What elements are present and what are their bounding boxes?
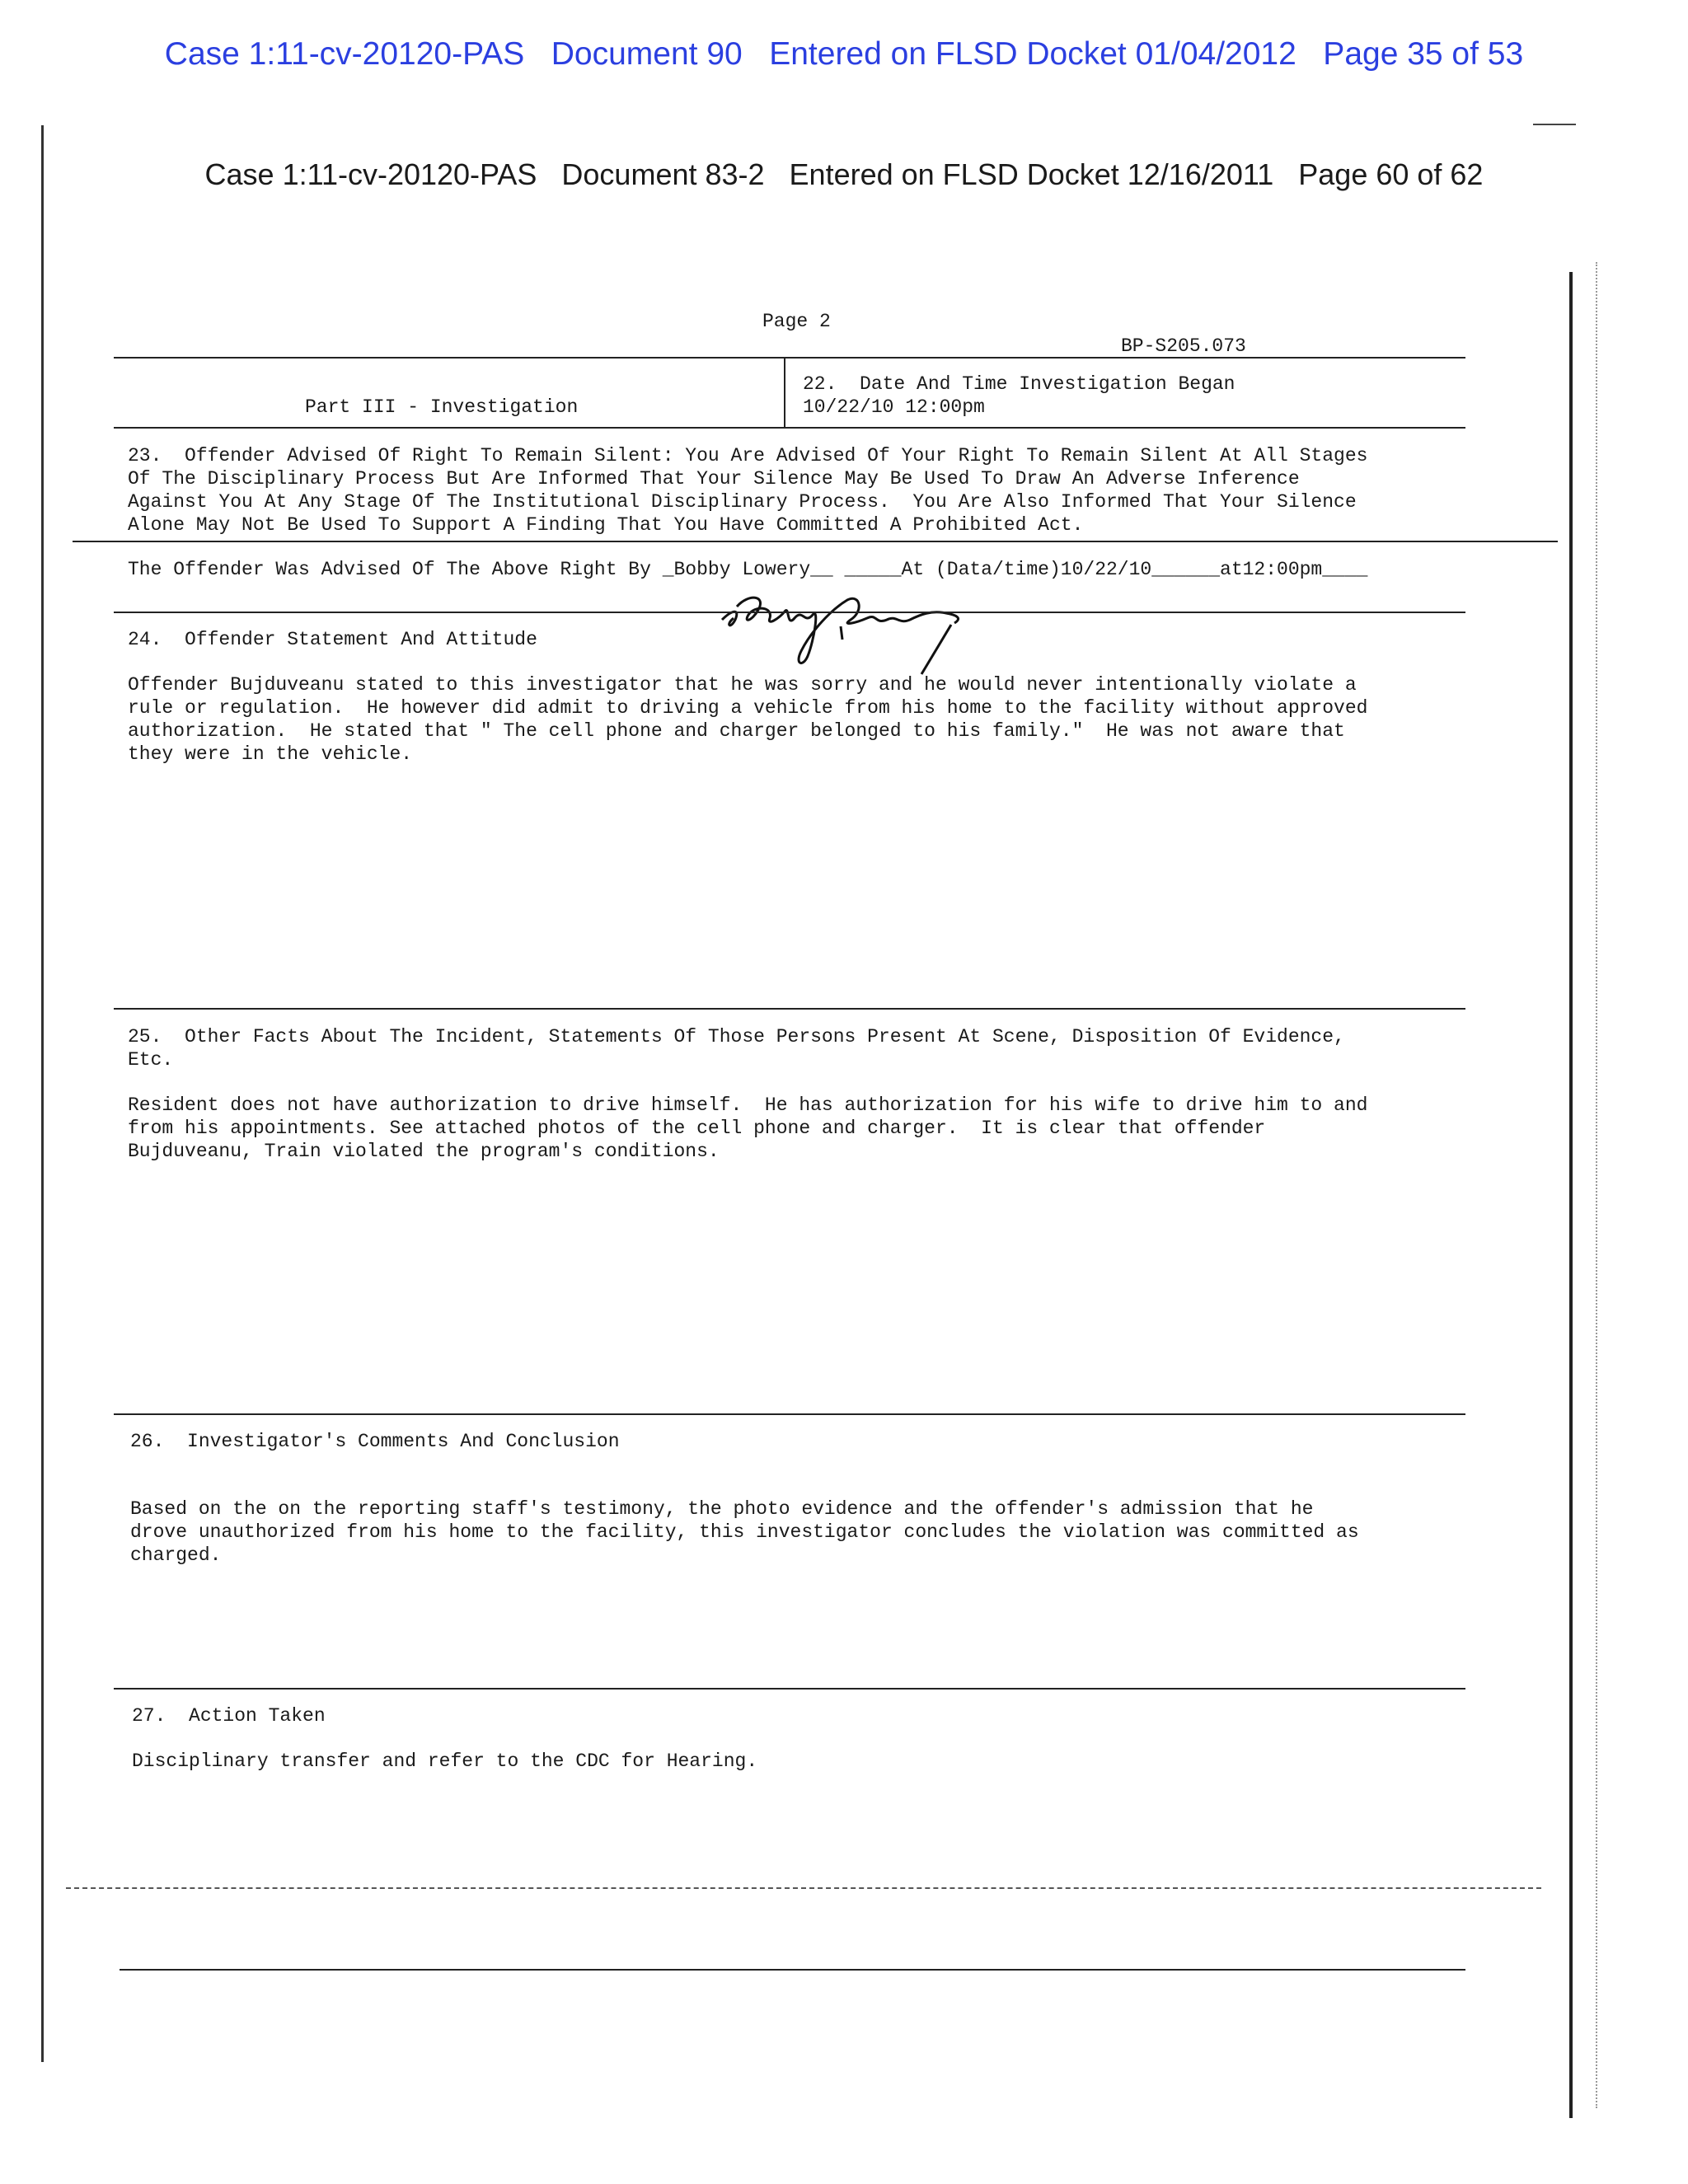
item23-text: 23. Offender Advised Of Right To Remain Silent: You Are Advised Of Your Right To Remain Silent At All Stages Of The Disciplinary Process But Are Informed That Your Silence May Be Used To Draw An Adverse Inference Against You At Any Stage Of The Institutional Disciplinary Process. You Are Also Informed That Your Silence Alone May Not Be Used To Support A Finding That You Have Committed A Prohibited Act. [128, 445, 1368, 536]
scan-edge-right-dotted [1596, 262, 1597, 2108]
item27-label: 27. Action Taken [132, 1705, 326, 1727]
form-rule-top [114, 357, 1465, 359]
part-title: Part III - Investigation [305, 396, 579, 418]
form-rule-advised [114, 612, 1465, 613]
item22-label: 22. Date And Time Investigation Began [803, 373, 1236, 395]
form-rule-item26 [114, 1688, 1465, 1690]
page-label: Page 2 [762, 311, 831, 332]
corner-mark [1533, 124, 1576, 125]
form-rule-item24 [114, 1008, 1465, 1010]
form-rule-divider [784, 358, 785, 427]
form-rule-dashed [66, 1887, 1541, 1889]
advised-line: The Offender Was Advised Of The Above Right By _Bobby Lowery__ _____At (Data/time)10/22/10______at12:00pm____ [128, 559, 1368, 580]
item25-text: Resident does not have authorization to drive himself. He has authorization for his wife to drive him to and from his appointments. See attached photos of the cell phone and charger. It is clear that offender Bujduveanu, Train violated the program's conditions. [128, 1094, 1368, 1162]
signature-image [715, 577, 971, 676]
form-rule-item23 [73, 541, 1558, 542]
item22-value: 10/22/10 12:00pm [803, 396, 985, 418]
scan-edge-right [1569, 272, 1573, 2118]
original-filing-stamp: Case 1:11-cv-20120-PAS Document 83-2 Entered on FLSD Docket 12/16/2011 Page 60 of 62 [204, 157, 1484, 191]
court-filing-stamp: Case 1:11-cv-20120-PAS Document 90 Entered on FLSD Docket 01/04/2012 Page 35 of 53 [164, 36, 1524, 72]
item26-text: Based on the on the reporting staff's testimony, the photo evidence and the offender's admission that he drove unauthorized from his home to the facility, this investigator concludes the violation was committed as charged. [130, 1498, 1359, 1566]
scan-edge-left [41, 125, 44, 2062]
item26-label: 26. Investigator's Comments And Conclusion [130, 1431, 620, 1452]
form-rule-part [114, 427, 1465, 429]
item24-label: 24. Offender Statement And Attitude [128, 629, 537, 650]
form-rule-item25 [114, 1413, 1465, 1415]
item27-text: Disciplinary transfer and refer to the CDC for Hearing. [132, 1750, 758, 1772]
item25-label: 25. Other Facts About The Incident, Statements Of Those Persons Present At Scene, Disposition Of Evidence, Etc. [128, 1026, 1345, 1071]
item24-text: Offender Bujduveanu stated to this investigator that he was sorry and he would never intentionally violate a rule or regulation. He however did admit to driving a vehicle from his home to the facility without approved authorization. He stated that " The cell phone and charger belonged to his family." He was not aware that they were in the vehicle. [128, 674, 1368, 765]
form-rule-bottom [120, 1969, 1465, 1971]
form-number: BP-S205.073 [1121, 335, 1246, 357]
